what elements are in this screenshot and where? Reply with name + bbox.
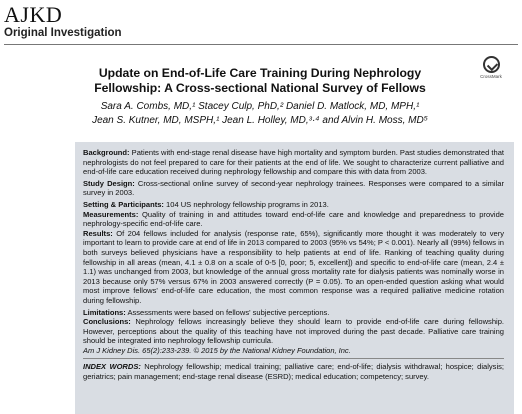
background-text: Patients with end-stage renal disease have high mortality and symptom burden. Past studies demonstrated that nephrologists do not feel prepared to care for their patients at the end of life. We sought to characterize current palliative and end-of-life care education received during nephrology fellowship and compare this with data from 2003.	[83, 148, 504, 177]
abstract-measurements	[83, 210, 504, 229]
title-line-2: Fellowship: A Cross-sectional National Survey of Fellows	[94, 81, 426, 95]
abstract-box	[75, 142, 514, 414]
keywords-text: Nephrology fellowship; medical training; palliative care; end-of-life; dialysis withdrawal; hospice; dialysis; geriatrics; pain management; end-stage renal disease (ESRD); medical education; competency; survey.	[83, 362, 504, 382]
measurements-label: Measurements:	[83, 209, 139, 219]
title-line-1: Update on End-of-Life Care Training During Nephrology	[98, 66, 422, 80]
crossmark-badge[interactable]	[478, 56, 504, 79]
abstract-setting	[83, 200, 504, 210]
setting-text: 104 US nephrology fellowship programs in 2013.	[166, 199, 329, 209]
limitations-label: Limitations:	[83, 307, 126, 317]
authors-line-2: Jean S. Kutner, MD, MSPH,¹ Jean L. Holley, MD,³·⁴ and Alvin H. Moss, MD⁵	[92, 115, 428, 126]
limitations-text: Assessments were based on fellows' subjective perceptions.	[127, 307, 330, 317]
measurements-text: Quality of training in and attitudes toward end-of-life care and knowledge and preparedness to provide nephrology-specific end-of-life care.	[83, 209, 504, 229]
design-text: Cross-sectional online survey of second-year nephrology trainees. Responses were compared to a similar survey in 2003.	[83, 178, 504, 198]
background-label: Background:	[83, 148, 130, 157]
header-divider	[4, 44, 518, 45]
conclusions-text: Nephrology fellows increasingly believe they should learn to provide end-of-life care during fellowship. However, perceptions about the quality of this teaching have not improved during the past decade. Palliative care training should be integrated into nephrology fellowship curricula.	[83, 317, 504, 346]
results-label: Results:	[83, 228, 113, 238]
abstract-results	[83, 229, 504, 306]
authors-line-1: Sara A. Combs, MD,¹ Stacey Culp, PhD,² Daniel D. Matlock, MD, MPH,¹	[100, 101, 420, 112]
abstract-design	[83, 179, 504, 198]
citation: Am J Kidney Dis. 65(2):233-239. © 2015 by the National Kidney Foundation, Inc.	[83, 345, 351, 355]
abstract-limitations	[83, 308, 504, 318]
abstract-conclusions	[83, 317, 504, 346]
design-label: Study Design:	[83, 178, 135, 188]
section-label: Original Investigation	[4, 27, 122, 39]
keywords-label: INDEX WORDS:	[83, 362, 141, 372]
crossmark-label: CrossMark	[480, 74, 502, 79]
journal-logo: AJKD	[4, 2, 63, 27]
crossmark-icon	[483, 56, 500, 73]
conclusions-label: Conclusions:	[83, 317, 131, 327]
index-words	[83, 362, 504, 381]
setting-label: Setting & Participants:	[83, 199, 164, 209]
abstract-background	[83, 148, 504, 177]
author-list	[30, 100, 490, 128]
article-title	[40, 66, 480, 96]
results-text: Of 204 fellows included for analysis (response rate, 65%), significantly more thought it was moderately to very important to learn to provide care at end of life in 2013 compared to 2003 (95% vs 54%; P < 0.001). Nearly all (99%) fellows in both surveys believed physicians have a responsibility to help patients at end of life. Ranking of teaching quality during fellowship in all areas (mean, 4.1 ± 0.8 on a scale of 0-5 [0, poor; 5, excellent]) and specific to end-of-life care (mean, 2.4 ± 1.1) was unchanged from 2003, but knowledge of the annual gross mortality rate for dialysis patients was nominally worse in 2013 because only 57% versus 67% in 2003 answered correctly (P = 0.05). To an open-ended question asking what would most improve fellows' end-of-life care education, the most common response was a required palliative medicine rotation during fellowship.	[83, 228, 504, 305]
keywords-divider	[83, 358, 504, 359]
